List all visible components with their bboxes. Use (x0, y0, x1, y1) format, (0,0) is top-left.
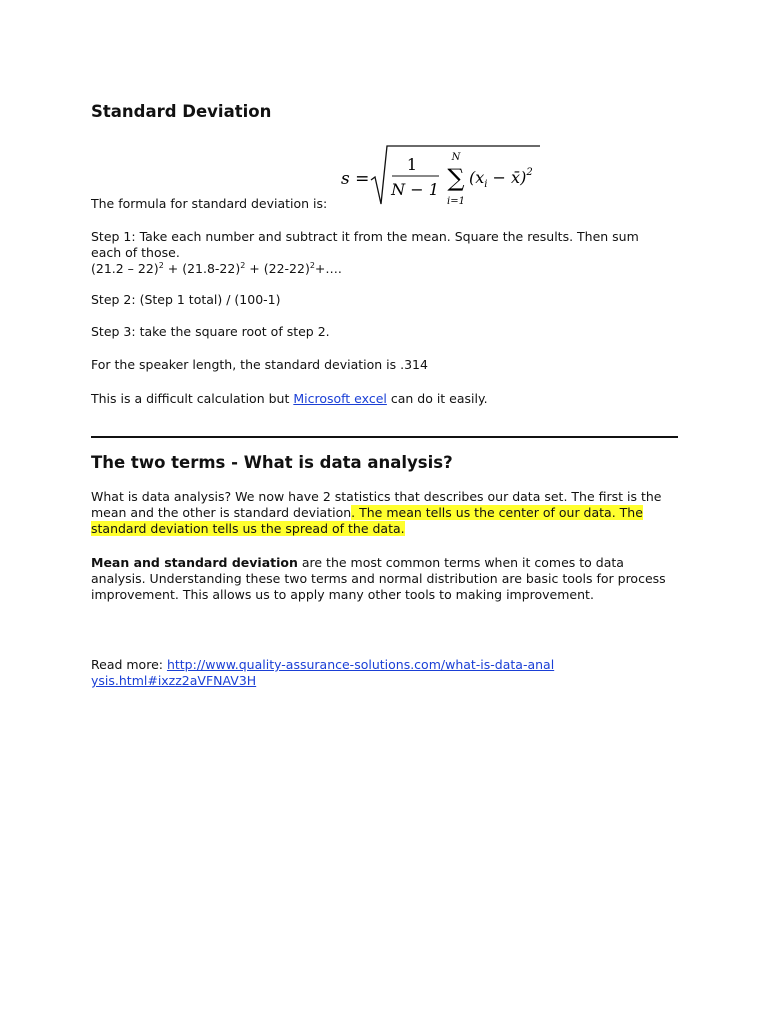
step-1-expression: $(21.2 - 22)^2 + (21.8-22)^2$ + $(22-22)^2+\dots$. (91, 260, 342, 276)
formula-exponent: 2 (526, 167, 533, 178)
step-2-text: Step 2: (Step 1 total) / (100-1) (91, 292, 281, 307)
read-more-link[interactable]: http://www.quality-assurance-solutions.com/what-is-data-analysis.html#ixzz2aVFNAV3H (91, 657, 555, 688)
formula-term: (x (469, 168, 485, 187)
formula-term-sub: i (484, 179, 488, 190)
step-3-text: Step 3: take the square root of step 2. (91, 324, 330, 339)
sigma-symbol: ∑ (447, 164, 465, 192)
speaker-length-text: For the speaker length, the standard deviation is .314 (91, 357, 428, 372)
mean-sd-bold: Mean and standard deviation (91, 555, 298, 570)
section-divider (91, 436, 678, 438)
data-analysis-paragraph: What is data analysis? We now have 2 statistics that describes our data set. The first is the mean and the other is standard deviation. The mean tells us the center of our data. The standard deviation tells us the spread of the data. (91, 489, 662, 536)
mean-sd-paragraph: Mean and standard deviation are the most common terms when it comes to data analysis. Understanding these two terms and normal distribution are basic tools for process improvement. This allows us to apply many other tools to making improvement. (91, 555, 666, 602)
microsoft-excel-link[interactable]: Microsoft excel (293, 391, 387, 406)
formula-numerator: 1 (406, 155, 418, 174)
svg-text:(xi − x̄)2 (469, 167, 533, 190)
sum-upper-limit: N (451, 152, 461, 163)
formula-intro: The formula for standard deviation is: (91, 196, 328, 211)
read-more-line: Read more: http://www.quality-assurance-solutions.com/what-is-data-analysis.html#ixzz2aVFNAV3H (91, 657, 555, 688)
section-title-standard-deviation: Standard Deviation (91, 102, 272, 121)
excel-sentence: This is a difficult calculation but Microsoft excel can do it easily. (91, 391, 488, 406)
highlighted-text: . The mean tells us the center of our data. The standard deviation tells us the spread of the data. (91, 505, 643, 536)
step-1-text: Step 1: Take each number and subtract it from the mean. Square the results. Then sum each of those. (91, 229, 639, 260)
formula-lhs: s = (341, 169, 370, 189)
formula-term-rest: − x̄) (487, 168, 527, 187)
section-title-data-analysis: The two terms - What is data analysis? (91, 453, 453, 472)
formula-denominator: N − 1 (391, 180, 439, 199)
standard-deviation-formula (335, 142, 545, 212)
sum-lower-limit: i=1 (447, 196, 465, 207)
